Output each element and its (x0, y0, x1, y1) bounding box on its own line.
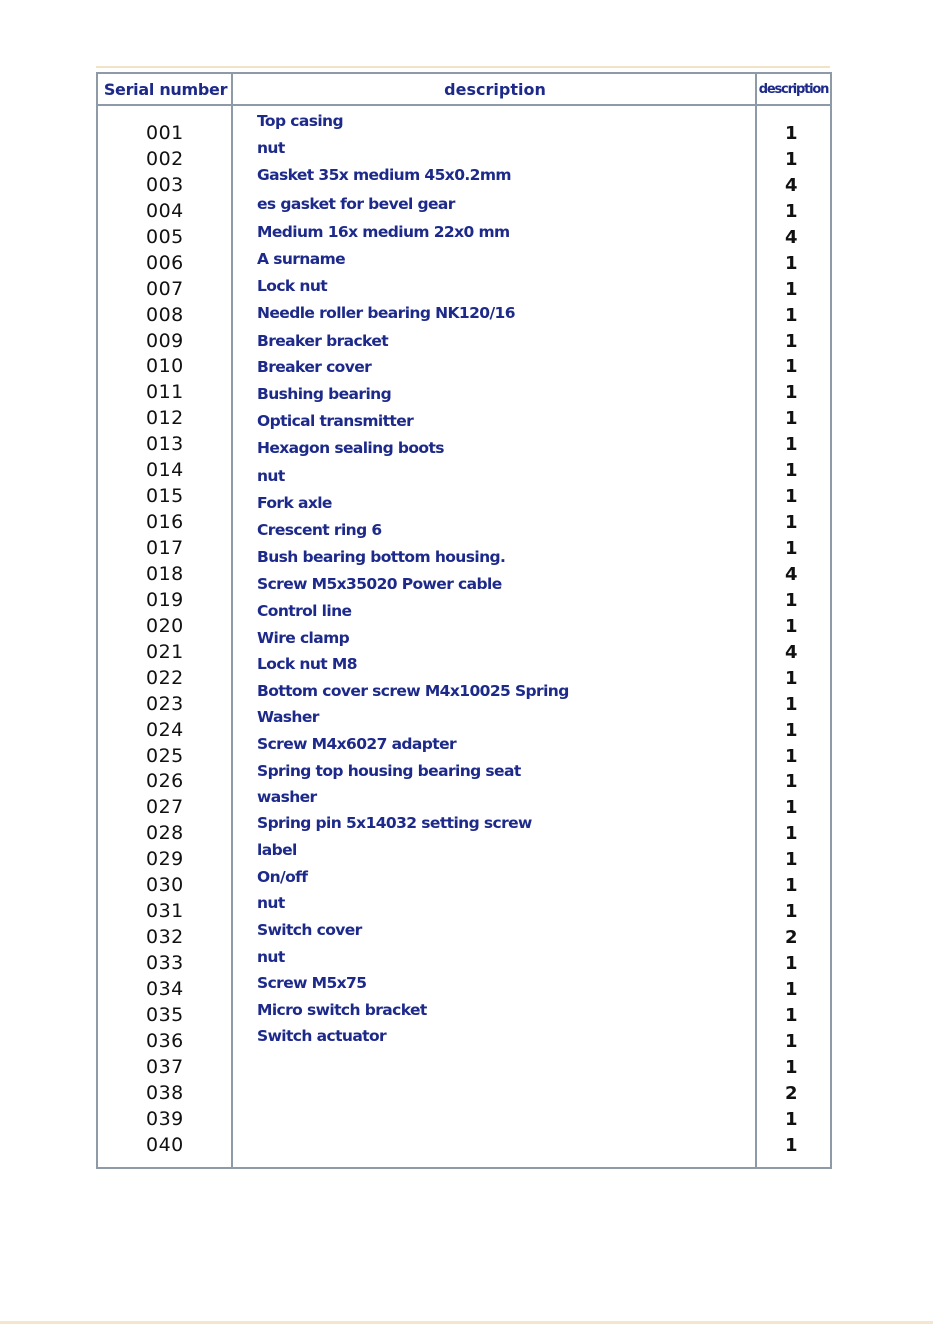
description-cell: Bottom cover screw M4x10025 Spring (257, 681, 569, 700)
quantity-cell: 1 (785, 745, 798, 767)
description-cell: nut (257, 948, 285, 967)
quantity-cell: 1 (785, 434, 798, 456)
description-cell: On/off (257, 868, 308, 887)
quantity-cell: 1 (785, 875, 798, 897)
table-row (98, 770, 830, 807)
serial-number-cell: 018 (146, 562, 184, 585)
serial-number-cell: 008 (146, 303, 184, 326)
table-row (98, 692, 830, 726)
quantity-cell: 1 (785, 693, 798, 715)
quantity-cell: 1 (785, 252, 798, 274)
quantity-cell: 1 (785, 849, 798, 871)
quantity-cell: 4 (785, 563, 798, 585)
table-row (98, 249, 830, 278)
serial-number-cell: 005 (146, 225, 184, 248)
table-row (98, 537, 830, 566)
table-row (98, 222, 830, 252)
serial-number-cell: 040 (146, 1133, 184, 1156)
description-cell: Control line (257, 601, 352, 620)
serial-number-cell: 025 (146, 744, 184, 767)
serial-number-cell: 012 (146, 407, 184, 430)
description-cell: Screw M5x35020 Power cable (257, 574, 502, 593)
table-row (98, 562, 830, 593)
quantity-cell: 1 (785, 356, 798, 378)
table-row (98, 744, 830, 780)
serial-number-cell: 024 (146, 718, 184, 741)
quantity-cell: 1 (785, 823, 798, 845)
table-row (98, 278, 830, 304)
serial-number-cell: 034 (146, 977, 184, 1000)
quantity-cell: 1 (785, 1030, 798, 1052)
serial-number-cell: 027 (146, 796, 184, 819)
table-row (98, 796, 830, 833)
table-row (98, 485, 830, 511)
table-row (98, 614, 830, 647)
serial-number-cell: 016 (146, 511, 184, 534)
table-row (98, 381, 830, 407)
description-cell: nut (257, 894, 285, 913)
serial-number-cell: 035 (146, 1003, 184, 1026)
quantity-cell: 1 (785, 589, 798, 611)
quantity-cell: 1 (785, 1004, 798, 1026)
serial-number-cell: 015 (146, 485, 184, 508)
description-cell: Wire clamp (257, 628, 350, 647)
description-cell: Top casing (257, 112, 343, 130)
table-row (98, 1056, 830, 1082)
table-row (98, 640, 830, 673)
description-cell: Fork axle (257, 494, 332, 513)
serial-number-cell: 013 (146, 433, 184, 456)
quantity-cell: 1 (785, 304, 798, 326)
quantity-cell: 1 (785, 797, 798, 819)
quantity-cell: 1 (785, 1108, 798, 1130)
serial-number-cell: 033 (146, 952, 184, 974)
quantity-cell: 4 (785, 174, 798, 196)
description-cell: Switch cover (257, 921, 362, 940)
serial-number-cell: 022 (146, 666, 184, 689)
serial-number-cell: 010 (146, 355, 184, 378)
quantity-cell: 1 (785, 953, 798, 974)
serial-number-cell: 006 (146, 251, 184, 274)
quantity-cell: 1 (785, 148, 798, 170)
quantity-cell: 1 (785, 512, 798, 534)
serial-number-cell: 026 (146, 770, 184, 793)
table-row (98, 355, 830, 381)
table-row (98, 433, 830, 459)
quantity-cell: 1 (785, 123, 798, 144)
serial-number-cell: 020 (146, 614, 184, 637)
description-cell: Screw M4x6027 adapter (257, 734, 457, 753)
serial-number-cell: 030 (146, 874, 184, 897)
description-cell: Spring top housing bearing seat (257, 761, 521, 780)
header-description: description (444, 79, 546, 99)
serial-number-cell: 017 (146, 537, 184, 559)
quantity-cell: 1 (785, 667, 798, 689)
description-cell: Gasket 35x medium 45x0.2mm (257, 165, 511, 184)
serial-number-cell: 038 (146, 1081, 184, 1104)
table-row (98, 112, 830, 148)
table-row (98, 407, 830, 433)
serial-number-cell: 023 (146, 692, 184, 715)
table-row (98, 1108, 830, 1134)
quantity-cell: 1 (785, 460, 798, 482)
description-cell: Breaker bracket (257, 331, 389, 350)
quantity-cell: 1 (785, 719, 798, 741)
description-cell: es gasket for bevel gear (257, 194, 455, 213)
serial-number-cell: 032 (146, 926, 184, 949)
serial-number-cell: 028 (146, 822, 184, 845)
description-cell: Optical transmitter (257, 412, 414, 431)
table-row (98, 1134, 830, 1160)
top-rule (96, 66, 830, 68)
table-body (98, 112, 830, 1160)
quantity-cell: 1 (785, 1056, 798, 1078)
quantity-cell: 4 (785, 226, 798, 248)
description-cell: Spring pin 5x14032 setting screw (257, 814, 532, 833)
quantity-cell: 1 (785, 1134, 798, 1156)
description-cell: washer (257, 788, 317, 807)
table-row (98, 459, 830, 485)
serial-number-cell: 031 (146, 900, 184, 923)
description-cell: label (257, 841, 297, 860)
quantity-cell: 1 (785, 382, 798, 404)
description-cell: Bushing bearing (257, 385, 392, 404)
table-row (98, 588, 830, 620)
serial-number-cell: 011 (146, 381, 184, 404)
table-row (98, 165, 830, 200)
serial-number-cell: 004 (146, 199, 184, 222)
quantity-cell: 1 (785, 538, 798, 559)
description-cell: Washer (257, 707, 319, 726)
serial-number-cell: 014 (146, 459, 184, 482)
quantity-cell: 2 (785, 927, 798, 949)
quantity-cell: 1 (785, 486, 798, 508)
serial-number-cell: 039 (146, 1107, 184, 1130)
table-row (98, 1030, 830, 1056)
serial-number-cell: 002 (146, 147, 184, 170)
description-cell: Hexagon sealing boots (257, 439, 444, 458)
table-row (98, 330, 830, 356)
quantity-cell: 1 (785, 615, 798, 637)
quantity-cell: 1 (785, 901, 798, 923)
serial-number-cell: 029 (146, 848, 184, 871)
table-row (98, 304, 830, 330)
table-row (98, 666, 830, 700)
table-row (98, 718, 830, 753)
serial-number-cell: 036 (146, 1029, 184, 1052)
quantity-cell: 1 (785, 978, 798, 1000)
quantity-cell: 1 (785, 278, 798, 300)
quantity-cell: 2 (785, 1082, 798, 1104)
description-cell: Needle roller bearing NK120/16 (257, 303, 515, 322)
parts-table (96, 72, 832, 1169)
serial-number-cell: 037 (146, 1055, 184, 1078)
description-cell: Switch actuator (257, 1026, 387, 1045)
header-quantity: description (758, 81, 829, 97)
serial-number-cell: 009 (146, 329, 184, 352)
serial-number-cell: 019 (146, 588, 184, 611)
header-divider (98, 104, 830, 106)
description-cell: nut (257, 467, 285, 486)
description-cell: Medium 16x medium 22x0 mm (257, 222, 510, 241)
description-cell: Crescent ring 6 (257, 521, 382, 540)
serial-number-cell: 007 (146, 277, 184, 300)
table-row (98, 1082, 830, 1108)
quantity-cell: 4 (785, 641, 798, 663)
description-cell: Micro switch bracket (257, 1000, 427, 1019)
description-cell: Breaker cover (257, 358, 372, 377)
serial-number-cell: 001 (146, 122, 184, 144)
quantity-cell: 1 (785, 200, 798, 222)
quantity-cell: 1 (785, 330, 798, 352)
serial-number-cell: 021 (146, 640, 184, 663)
description-cell: Screw M5x75 (257, 974, 367, 992)
description-cell: Lock nut M8 (257, 654, 357, 673)
table-row (98, 511, 830, 540)
description-cell: Bush bearing bottom housing. (257, 548, 506, 566)
description-cell: A surname (257, 249, 346, 268)
serial-number-cell: 003 (146, 173, 184, 196)
quantity-cell: 1 (785, 771, 798, 793)
header-serial-number: Serial number (103, 79, 228, 99)
description-cell: nut (257, 138, 285, 157)
quantity-cell: 1 (785, 408, 798, 430)
description-cell: Lock nut (257, 276, 328, 295)
